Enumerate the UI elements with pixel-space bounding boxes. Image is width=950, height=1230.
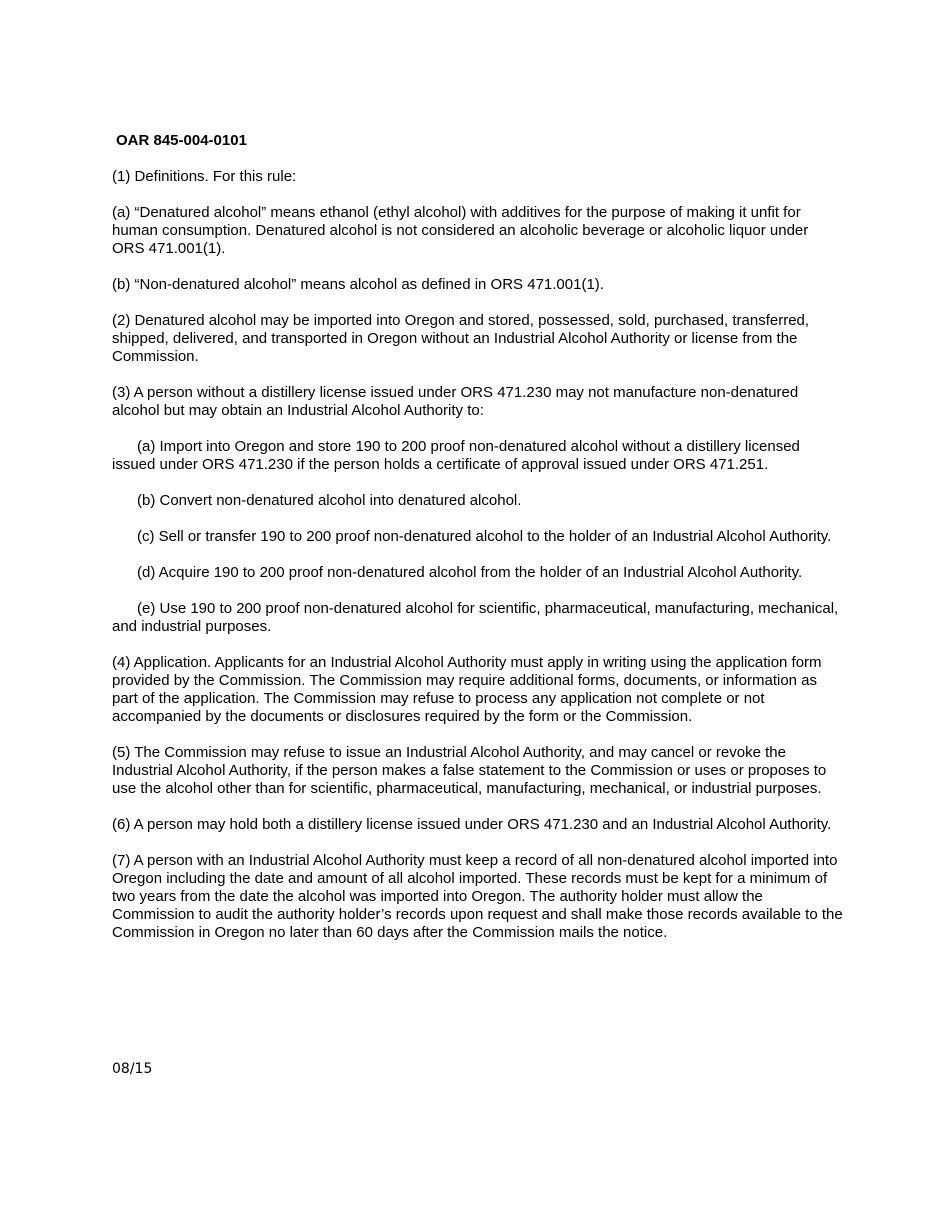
paragraph-2: (2) Denatured alcohol may be imported into Oregon and stored, possessed, sold, purchased, transferred, shipped, delivered, and transported in Oregon without an Industrial Alcohol Authority or license from the Commission. xyxy=(112,312,810,365)
paragraph-5: (5) The Commission may refuse to issue an Industrial Alcohol Authority, and may cancel or revoke the Industrial Alcohol Authority, if the person makes a false statement to the Commission or uses or proposes to use the alcohol other than for scientific, pharmaceutical, manufacturing, mechanical, or industrial purposes. xyxy=(112,744,827,797)
paragraph-1a-denatured-alcohol: (a) “Denatured alcohol” means ethanol (ethyl alcohol) with additives for the purpose of making it unfit for human consumption. Denatured alcohol is not considered an alcoholic beverage or alcoholic liquor under ORS 471.001(1). xyxy=(112,204,809,257)
paragraph-4-application: (4) Application. Applicants for an Industrial Alcohol Authority must apply in writing using the application form provided by the Commission. The Commission may require additional forms, documents, or information as part of the application. The Commission may refuse to process any application not complete or not accompanied by the documents or disclosures required by the form or the Commission. xyxy=(112,654,822,725)
paragraph-3d: (d) Acquire 190 to 200 proof non-denatured alcohol from the holder of an Industrial Alcohol Authority. xyxy=(137,564,803,581)
rule-body xyxy=(112,168,844,960)
paragraph-3e: (e) Use 190 to 200 proof non-denatured alcohol for scientific, pharmaceutical, manufacturing, mechanical, and industrial purposes. xyxy=(112,600,839,635)
paragraph-1-definitions: (1) Definitions. For this rule: xyxy=(112,168,297,185)
footer-date: 08/15 xyxy=(112,1061,153,1077)
paragraph-3b: (b) Convert non-denatured alcohol into denatured alcohol. xyxy=(137,492,522,509)
paragraph-3c: (c) Sell or transfer 190 to 200 proof non-denatured alcohol to the holder of an Industrial Alcohol Authority. xyxy=(137,528,832,545)
paragraph-6: (6) A person may hold both a distillery license issued under ORS 471.230 and an Industrial Alcohol Authority. xyxy=(112,816,832,833)
paragraph-3: (3) A person without a distillery license issued under ORS 471.230 may not manufacture non-denatured alcohol but may obtain an Industrial Alcohol Authority to: xyxy=(112,384,799,419)
paragraph-3a: (a) Import into Oregon and store 190 to 200 proof non-denatured alcohol without a distillery licensed issued under ORS 471.230 if the person holds a certificate of approval issued under ORS 471.251. xyxy=(112,438,800,473)
rule-number-heading: OAR 845-004-0101 xyxy=(116,132,247,149)
paragraph-7: (7) A person with an Industrial Alcohol Authority must keep a record of all non-denatured alcohol imported into Oregon including the date and amount of all alcohol imported. These records must be kept for a minimum of two years from the date the alcohol was imported into Oregon. The authority holder must allow the Commission to audit the authority holder’s records upon request and shall make those records available to the Commission in Oregon no later than 60 days after the Commission mails the notice. xyxy=(112,852,843,941)
paragraph-1b-non-denatured-alcohol: (b) “Non-denatured alcohol” means alcohol as defined in ORS 471.001(1). xyxy=(112,276,604,293)
